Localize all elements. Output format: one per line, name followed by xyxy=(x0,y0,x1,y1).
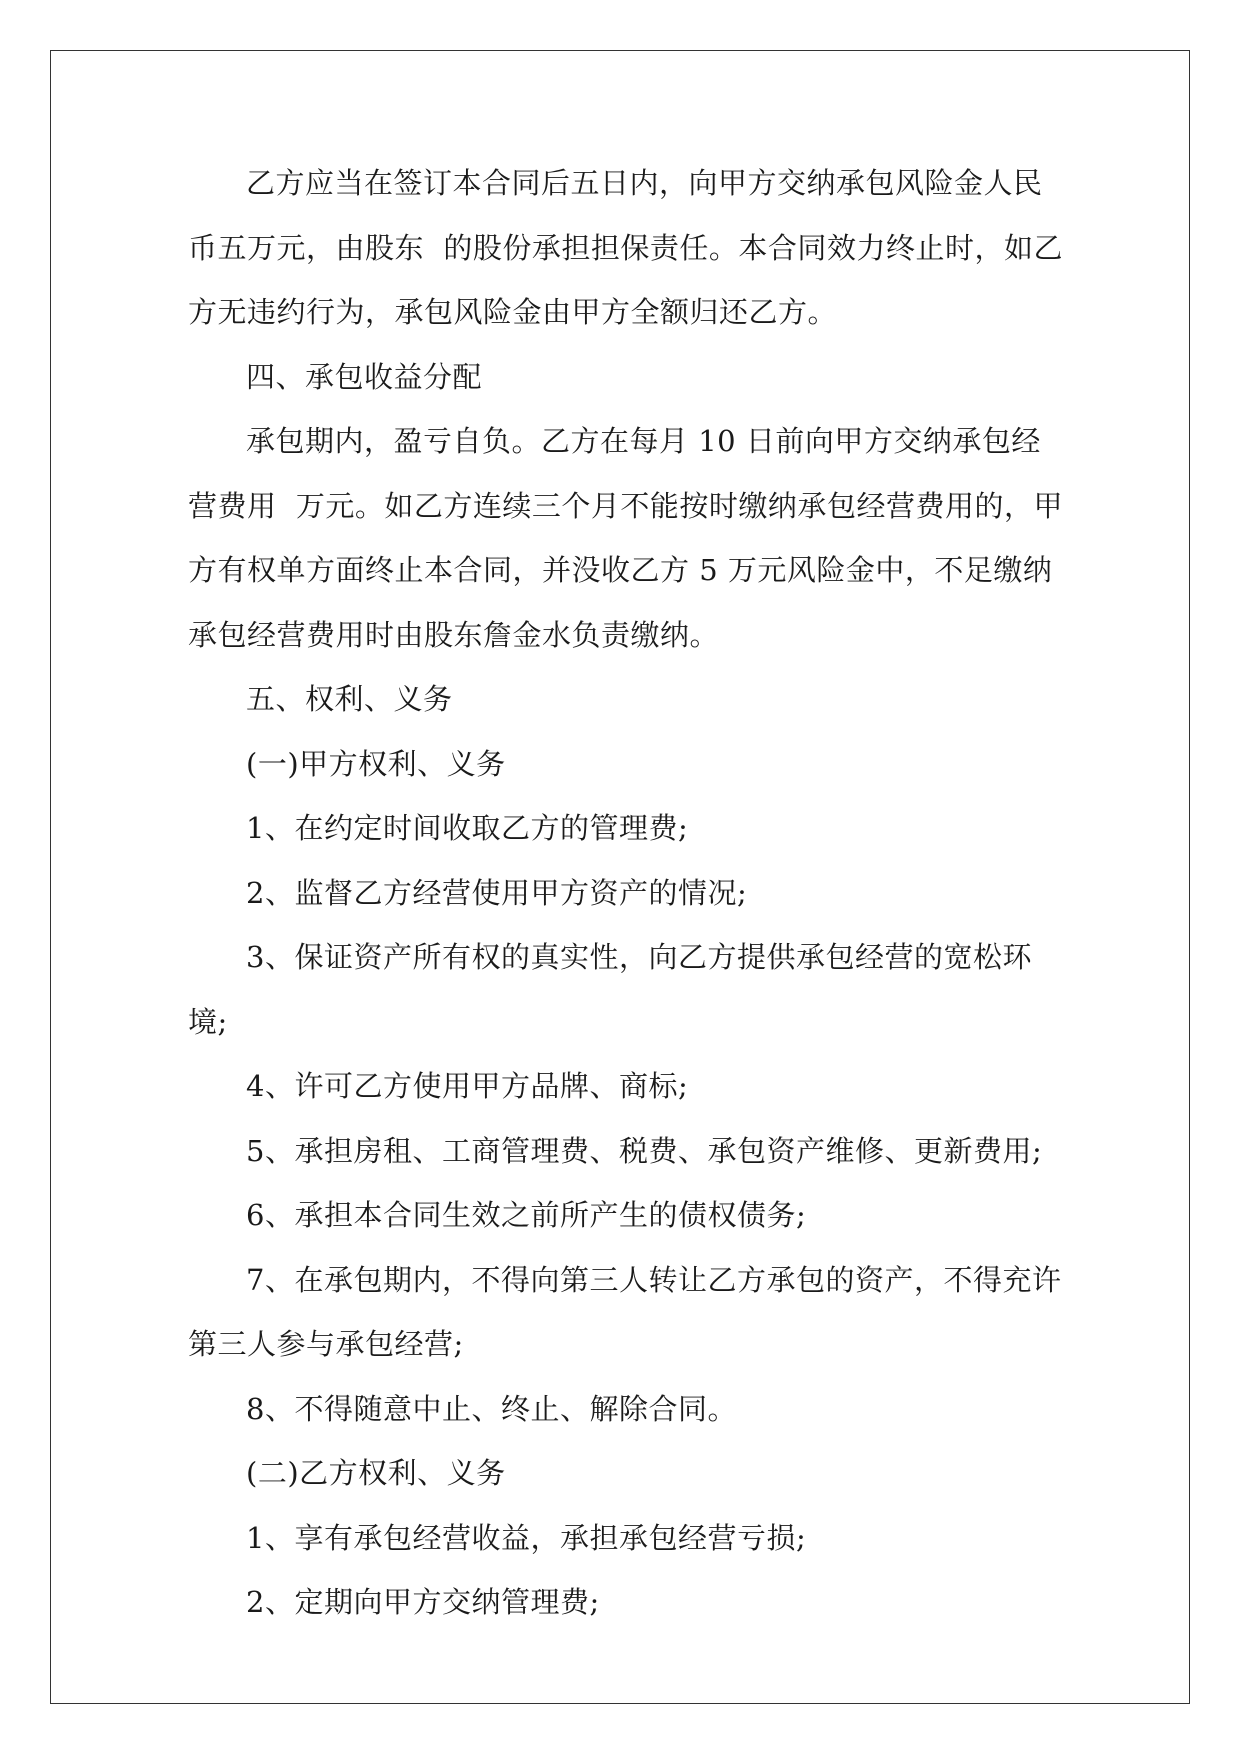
list-item-party-a-1: 1、在约定时间收取乙方的管理费; xyxy=(246,811,689,845)
subsection-heading-party-a: (一)甲方权利、义务 xyxy=(246,746,506,781)
list-item-party-a-5: 5、承担房租、工商管理费、税费、承包资产维修、更新费用; xyxy=(246,1133,1043,1168)
section-heading-rights-obligations: 五、权利、义务 xyxy=(246,682,453,716)
list-item-party-a-2: 2、监督乙方经营使用甲方资产的情况; xyxy=(246,875,748,910)
list-item-party-a-8: 8、不得随意中止、终止、解除合同。 xyxy=(246,1391,737,1426)
section-heading-income-distribution: 四、承包收益分配 xyxy=(246,359,483,394)
list-item-party-b-2: 2、定期向甲方交纳管理费; xyxy=(246,1585,600,1619)
list-item-party-a-4: 4、许可乙方使用甲方品牌、商标; xyxy=(246,1069,689,1103)
list-item-party-a-6: 6、承担本合同生效之前所产生的债权债务; xyxy=(246,1198,807,1232)
paragraph-risk-deposit: 乙方应当在签订本合同后五日内，向甲方交纳承包风险金人民币五万元，由股东 的股份承担担保责任。本合同效力终止时，如乙方无违约行为，承包风险金由甲方全额归还乙方。 xyxy=(188,166,1063,329)
paragraph-income-distribution: 承包期内，盈亏自负。乙方在每月 10 日前向甲方交纳承包经营费用 万元。如乙方连续三个月不能按时缴纳承包经营费用的，甲方有权单方面终止本合同，并没收乙方 5 万元风险金中，不足缴纳承包经营费用时由股东詹金水负责缴纳。 xyxy=(188,424,1063,652)
subsection-heading-party-b: (二)乙方权利、义务 xyxy=(246,1456,506,1490)
list-item-party-a-3: 3、保证资产所有权的真实性，向乙方提供承包经营的宽松环境; xyxy=(188,940,1032,1039)
list-item-party-b-1: 1、享有承包经营收益，承担承包经营亏损; xyxy=(246,1520,807,1555)
list-item-party-a-7: 7、在承包期内，不得向第三人转让乙方承包的资产，不得充许第三人参与承包经营; xyxy=(188,1262,1062,1361)
document-body xyxy=(188,151,1068,1635)
